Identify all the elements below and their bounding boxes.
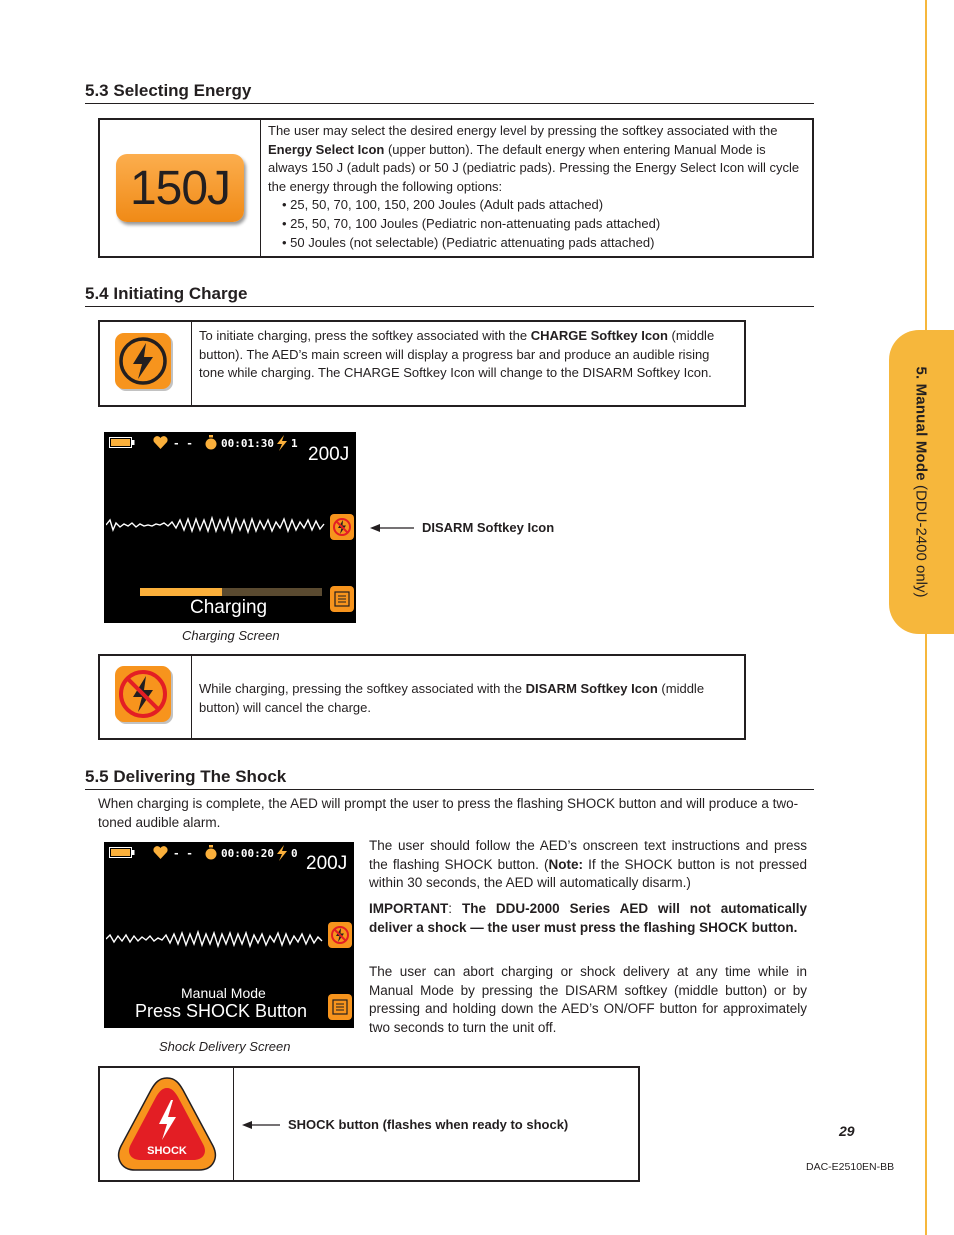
shock-icon-label: SHOCK xyxy=(146,1145,187,1157)
energy-select-icon xyxy=(116,154,244,222)
disarm-description: While charging, pressing the softkey associated with the DISARM Softkey Icon (middle button) will cancel the charge. xyxy=(199,681,705,715)
battery-icon xyxy=(109,847,135,858)
chapter-number: 5. xyxy=(912,366,930,380)
charging-screen xyxy=(104,432,356,623)
disarm-softkey[interactable] xyxy=(328,922,352,948)
menu-icon xyxy=(334,591,350,607)
stopwatch-icon xyxy=(204,435,218,450)
heart-rate-value: - - xyxy=(173,847,193,860)
shock-delivery-screen xyxy=(104,842,354,1028)
energy-level: 200J xyxy=(306,853,348,874)
shock-count-icon xyxy=(276,845,288,861)
energy-select-description: The user may select the desired energy level by pressing the softkey associated with the Energy Select Icon (upper button). The default energy when entering Manual Mode is always 150 J (adult pads) or 50 J (pediatric pads). Pressing the Energy Select Icon will cycle the energy through the following options: • 25, 50, 70, 100, 150, 200 Joules (Adult pads attached) • 25, 50, 70, 100 Joules (Pediatric non-attenuating pads attached) • 50 Joules (not selectable) (Pediatric attenuating pads attached) xyxy=(261,120,812,256)
ecg-waveform xyxy=(106,510,326,540)
disarm-icon-cell xyxy=(100,656,192,738)
shock-count: 1 xyxy=(291,437,298,450)
charge-softkey-box xyxy=(98,320,746,407)
shock-intro-text: When charging is complete, the AED will prompt the user to press the flashing SHOCK button and will produce a two-toned audible alarm. xyxy=(98,796,799,830)
list-item: • 25, 50, 70, 100, 150, 200 Joules (Adult pads attached) xyxy=(282,196,805,215)
manual-mode-label: Manual Mode xyxy=(181,985,266,1001)
heart-rate-value: - - xyxy=(173,437,193,450)
arrow-left-icon xyxy=(370,523,414,533)
list-item: • 50 Joules (not selectable) (Pediatric attenuating pads attached) xyxy=(282,234,805,253)
disarm-softkey[interactable] xyxy=(330,514,354,540)
disarm-softkey-icon xyxy=(115,666,177,728)
heading-delivering-shock: 5.5 Delivering The Shock xyxy=(85,767,814,790)
energy-level: 200J xyxy=(308,444,350,465)
page-number: 29 xyxy=(839,1123,855,1139)
energy-options-list xyxy=(282,196,805,252)
shock-instructions-text: The user should follow the AED’s onscreen text instructions and press the flashing SHOCK button. (Note: If the SHOCK button is not pressed within 30 seconds, the AED will automatically disarm.) xyxy=(369,838,808,891)
chapter-tab-label xyxy=(913,366,930,597)
heading-selecting-energy: 5.3 Selecting Energy xyxy=(85,81,814,104)
stopwatch-icon xyxy=(204,845,218,860)
elapsed-timer: 00:01:30 xyxy=(221,437,274,450)
document-code: DAC-E2510EN-BB xyxy=(806,1161,895,1173)
shock-button-callout: SHOCK button (flashes when ready to shock) xyxy=(242,1117,568,1132)
menu-softkey[interactable] xyxy=(330,586,354,612)
list-item: • 25, 50, 70, 100 Joules (Pediatric non-attenuating pads attached) xyxy=(282,215,805,234)
disarm-icon xyxy=(332,517,352,537)
charging-screen-caption: Charging Screen xyxy=(182,628,280,643)
energy-select-icon-cell xyxy=(100,120,261,256)
menu-softkey[interactable] xyxy=(328,994,352,1020)
press-shock-prompt: Press SHOCK Button xyxy=(135,1001,308,1021)
elapsed-timer: 00:00:20 xyxy=(221,847,274,860)
battery-icon xyxy=(109,437,135,448)
heart-icon xyxy=(153,436,168,449)
chapter-subtitle: (DDU-2400 only) xyxy=(912,484,930,598)
important-note-text: IMPORTANT: The DDU-2000 Series AED will not automatically deliver a shock — the user must press the flashing SHOCK button. xyxy=(369,901,807,935)
shock-screen-caption: Shock Delivery Screen xyxy=(159,1039,291,1054)
shock-button-icon[interactable] xyxy=(115,1074,219,1174)
heading-initiating-charge: 5.4 Initiating Charge xyxy=(85,284,814,307)
abort-instructions-text: The user can abort charging or shock delivery at any time while in Manual Mode by pressing the DISARM softkey (middle button) or by pressing and holding down the AED’s ON/OFF button for approximately two seconds to turn the unit off. xyxy=(369,964,807,1035)
ecg-waveform xyxy=(106,924,326,954)
disarm-icon xyxy=(330,925,350,945)
menu-icon xyxy=(332,999,348,1015)
disarm-softkey-box xyxy=(98,654,746,740)
charge-icon-cell xyxy=(100,322,192,405)
shock-count-icon xyxy=(276,435,288,451)
charge-progress-fill xyxy=(140,588,222,596)
disarm-callout: DISARM Softkey Icon xyxy=(370,520,554,535)
shock-button-callout-cell xyxy=(234,1068,638,1180)
chapter-title: Manual Mode xyxy=(912,383,930,481)
charge-progress-bar xyxy=(140,588,322,596)
shock-button-box xyxy=(98,1066,640,1182)
shock-button-icon-cell xyxy=(100,1068,234,1180)
energy-select-box xyxy=(98,118,814,258)
charging-label: Charging xyxy=(190,597,268,618)
shock-count: 0 xyxy=(291,847,298,860)
charge-softkey-icon xyxy=(115,333,177,395)
heart-icon xyxy=(153,846,168,859)
arrow-left-icon xyxy=(242,1120,280,1130)
charge-description: To initiate charging, press the softkey associated with the CHARGE Softkey Icon (middle button). The AED’s main screen will display a progress bar and produce an audible rising tone while charging. The CHARGE Softkey Icon will change to the DISARM Softkey Icon. xyxy=(199,328,715,381)
energy-select-icon-label: 150J xyxy=(129,161,231,215)
